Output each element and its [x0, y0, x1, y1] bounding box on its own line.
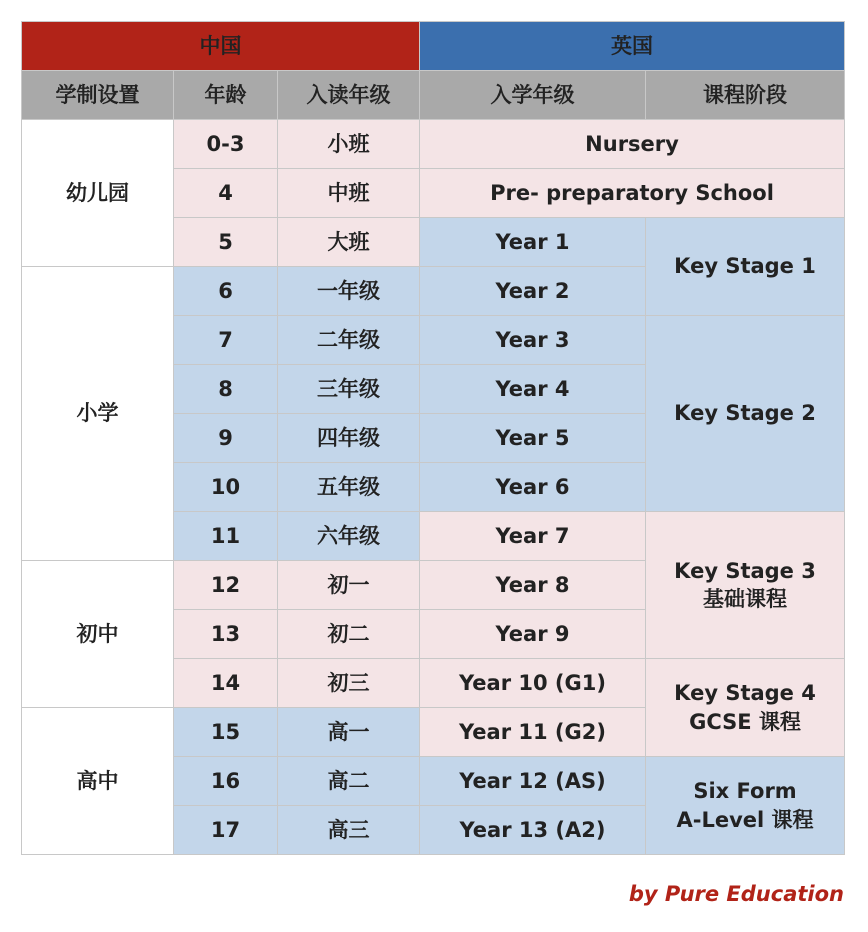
uk-grade-column-header: 入学年级 — [420, 71, 646, 120]
stage-ks4 — [646, 659, 845, 757]
uk-grade-cell: Year 7 — [420, 512, 646, 561]
uk-grade-cell: Year 11 (G2) — [420, 708, 646, 757]
cn-grade-cell: 高二 — [278, 757, 420, 806]
education-comparison-table — [21, 21, 845, 855]
age-cell: 13 — [174, 610, 278, 659]
uk-grade-cell: Year 5 — [420, 414, 646, 463]
uk-grade-cell: Year 13 (A2) — [420, 806, 646, 855]
stage-ks2: Key Stage 2 — [646, 316, 845, 512]
age-cell: 4 — [174, 169, 278, 218]
stage-six-form-line1: Six Form — [693, 779, 797, 804]
uk-grade-cell: Year 10 (G1) — [420, 659, 646, 708]
age-cell: 7 — [174, 316, 278, 365]
system-junior: 初中 — [22, 561, 174, 708]
cn-grade-cell: 初一 — [278, 561, 420, 610]
uk-grade-cell: Year 3 — [420, 316, 646, 365]
uk-grade-cell: Year 8 — [420, 561, 646, 610]
uk-grade-cell: Year 2 — [420, 267, 646, 316]
uk-header: 英国 — [420, 22, 845, 71]
age-cell: 6 — [174, 267, 278, 316]
uk-grade-cell: Pre- preparatory School — [420, 169, 845, 218]
cn-grade-cell: 五年级 — [278, 463, 420, 512]
cn-grade-column-header: 入读年级 — [278, 71, 420, 120]
table-row — [22, 120, 845, 169]
stage-column-header: 课程阶段 — [646, 71, 845, 120]
age-cell: 12 — [174, 561, 278, 610]
cn-grade-cell: 六年级 — [278, 512, 420, 561]
cn-grade-cell: 中班 — [278, 169, 420, 218]
cn-grade-cell: 小班 — [278, 120, 420, 169]
uk-grade-cell: Nursery — [420, 120, 845, 169]
stage-ks4-line2: GCSE 课程 — [689, 709, 801, 734]
uk-grade-cell: Year 6 — [420, 463, 646, 512]
country-header-row — [22, 22, 845, 71]
cn-grade-cell: 二年级 — [278, 316, 420, 365]
cn-grade-cell: 初三 — [278, 659, 420, 708]
system-senior: 高中 — [22, 708, 174, 855]
cn-grade-cell: 高三 — [278, 806, 420, 855]
uk-grade-cell: Year 4 — [420, 365, 646, 414]
system-primary: 小学 — [22, 267, 174, 561]
age-column-header: 年龄 — [174, 71, 278, 120]
stage-six-form-line2: A-Level 课程 — [676, 807, 814, 832]
system-kindergarten: 幼儿园 — [22, 120, 174, 267]
cn-grade-cell: 高一 — [278, 708, 420, 757]
age-cell: 0-3 — [174, 120, 278, 169]
cn-grade-cell: 一年级 — [278, 267, 420, 316]
credit-text: by Pure Education — [628, 882, 844, 906]
uk-grade-cell: Year 9 — [420, 610, 646, 659]
stage-ks3-line2: 基础课程 — [703, 587, 788, 611]
cn-grade-cell: 初二 — [278, 610, 420, 659]
china-header: 中国 — [22, 22, 420, 71]
stage-ks4-line1: Key Stage 4 — [674, 681, 816, 706]
cn-grade-cell: 四年级 — [278, 414, 420, 463]
age-cell: 8 — [174, 365, 278, 414]
system-column-header: 学制设置 — [22, 71, 174, 120]
age-cell: 5 — [174, 218, 278, 267]
stage-six-form — [646, 757, 845, 855]
age-cell: 15 — [174, 708, 278, 757]
age-cell: 10 — [174, 463, 278, 512]
stage-ks1: Key Stage 1 — [646, 218, 845, 316]
stage-ks3 — [646, 512, 845, 659]
uk-grade-cell: Year 12 (AS) — [420, 757, 646, 806]
age-cell: 14 — [174, 659, 278, 708]
column-header-row — [22, 71, 845, 120]
cn-grade-cell: 三年级 — [278, 365, 420, 414]
stage-ks3-line1: Key Stage 3 — [674, 558, 816, 583]
age-cell: 9 — [174, 414, 278, 463]
age-cell: 16 — [174, 757, 278, 806]
age-cell: 11 — [174, 512, 278, 561]
uk-grade-cell: Year 1 — [420, 218, 646, 267]
cn-grade-cell: 大班 — [278, 218, 420, 267]
age-cell: 17 — [174, 806, 278, 855]
